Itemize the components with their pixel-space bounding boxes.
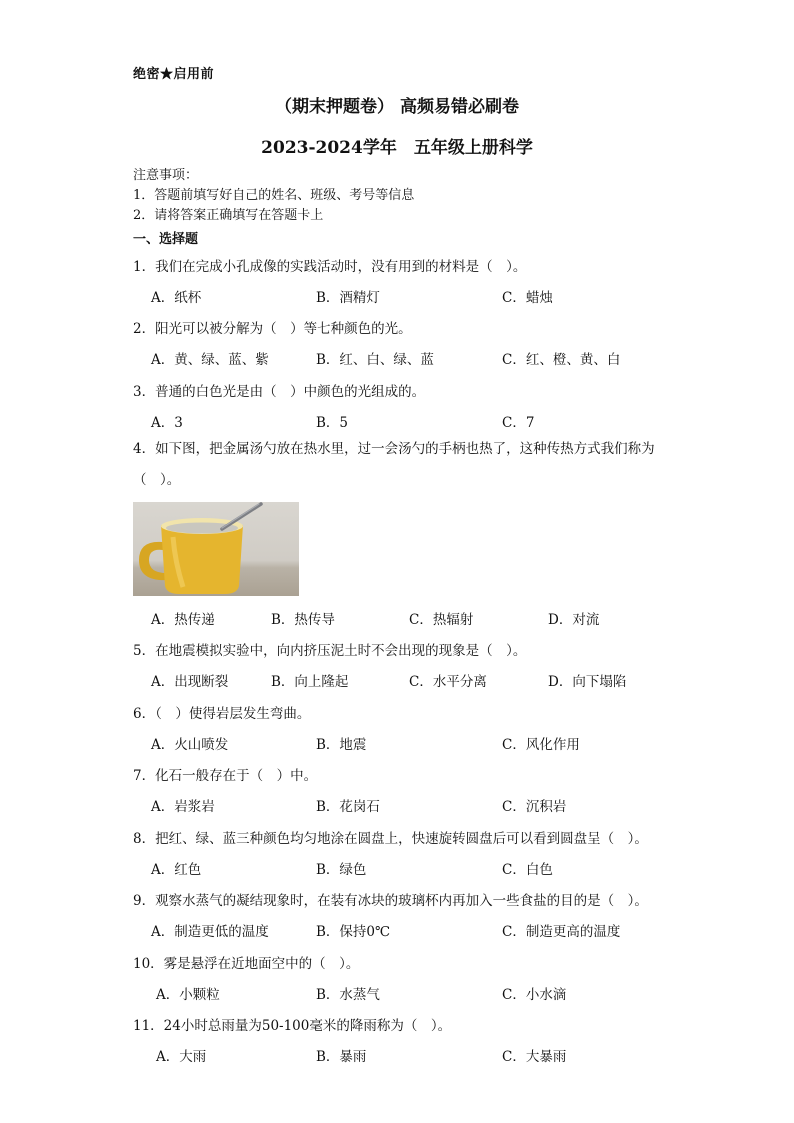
question-text: 4．如下图，把金属汤勺放在热水里，过一会汤勺的手柄也热了，这种传热方式我们称为（ ）。 [133, 441, 655, 488]
option[interactable]: C．水平分离 [409, 674, 487, 690]
exam-subtitle: 2023-2024学年 五年级上册科学 [261, 138, 533, 158]
option[interactable]: C．小水滴 [502, 987, 567, 1003]
options-row [0, 1045, 794, 1065]
option[interactable]: A．纸杯 [151, 290, 202, 306]
mug-icon [133, 502, 299, 596]
question-text: 2．阳光可以被分解为（ ）等七种颜色的光。 [133, 321, 412, 337]
option[interactable]: B．水蒸气 [316, 987, 380, 1003]
option[interactable]: B．暴雨 [316, 1049, 367, 1065]
question-text: 8．把红、绿、蓝三种颜色均匀地涂在圆盘上，快速旋转圆盘后可以看到圆盘呈（ ）。 [133, 831, 648, 847]
option[interactable]: B．地震 [316, 737, 367, 753]
option[interactable]: D．向下塌陷 [548, 674, 627, 690]
notice-item: 1．答题前填写好自己的姓名、班级、考号等信息 [133, 188, 415, 203]
option[interactable]: A．红色 [151, 862, 202, 878]
option[interactable]: C．制造更高的温度 [502, 924, 621, 940]
option[interactable]: C．大暴雨 [502, 1049, 567, 1065]
question-text: 1．我们在完成小孔成像的实践活动时，没有用到的材料是（ ）。 [133, 259, 527, 275]
option[interactable]: B．红、白、绿、蓝 [316, 352, 434, 368]
question-text: 5．在地震模拟实验中，向内挤压泥土时不会出现的现象是（ ）。 [133, 643, 527, 659]
option[interactable]: A．火山喷发 [151, 737, 229, 753]
notice-heading: 注意事项： [133, 168, 199, 183]
options-row [0, 983, 794, 1003]
options-row [0, 608, 794, 628]
options-row [0, 733, 794, 753]
option[interactable]: C．7 [502, 415, 535, 431]
option[interactable]: B．酒精灯 [316, 290, 380, 306]
question-text: 7．化石一般存在于（ ）中。 [133, 768, 318, 784]
option[interactable]: D．对流 [548, 612, 600, 628]
question-text: 9．观察水蒸气的凝结现象时，在装有冰块的玻璃杯内再加入一些食盐的目的是（ ）。 [133, 893, 648, 909]
option[interactable]: B．热传导 [271, 612, 335, 628]
notice-block [133, 166, 414, 226]
exam-title: （期末押题卷） 高频易错必刷卷 [275, 97, 519, 117]
option[interactable]: A．出现断裂 [151, 674, 229, 690]
option[interactable]: C．蜡烛 [502, 290, 553, 306]
question-text: 3．普通的白色光是由（ ）中颜色的光组成的。 [133, 384, 426, 400]
options-row [0, 348, 794, 368]
options-row [0, 286, 794, 306]
option[interactable]: A．3 [151, 415, 183, 431]
option[interactable]: B．保持0℃ [316, 924, 391, 940]
secret-label: 绝密★启用前 [133, 67, 215, 82]
option[interactable]: B．花岗石 [316, 799, 380, 815]
option[interactable]: A．热传递 [151, 612, 215, 628]
options-row [0, 670, 794, 690]
option[interactable]: C．沉积岩 [502, 799, 567, 815]
options-row [0, 858, 794, 878]
option[interactable]: B．向上隆起 [271, 674, 349, 690]
question-text: 11．24小时总雨量为50-100毫米的降雨称为（ ）。 [133, 1018, 452, 1034]
option[interactable]: A．黄、绿、蓝、紫 [151, 352, 269, 368]
question-text: 10．雾是悬浮在近地面空中的（ ）。 [133, 956, 360, 972]
option[interactable]: C．风化作用 [502, 737, 580, 753]
option[interactable]: A．岩浆岩 [151, 799, 215, 815]
option[interactable]: B．绿色 [316, 862, 367, 878]
question-text: 6．（ ）使得岩层发生弯曲。 [133, 706, 311, 722]
option[interactable]: C．白色 [502, 862, 553, 878]
option[interactable]: C．热辐射 [409, 612, 474, 628]
options-row [0, 920, 794, 940]
notice-item: 2．请将答案正确填写在答题卡上 [133, 208, 324, 223]
option[interactable]: A．小颗粒 [156, 987, 220, 1003]
options-row [0, 411, 794, 431]
option[interactable]: B．5 [316, 415, 349, 431]
mug-spoon-photo [133, 502, 299, 596]
options-row [0, 795, 794, 815]
option[interactable]: A．大雨 [156, 1049, 207, 1065]
section-heading: 一、选择题 [133, 232, 199, 247]
option[interactable]: A．制造更低的温度 [151, 924, 269, 940]
option[interactable]: C．红、橙、黄、白 [502, 352, 621, 368]
